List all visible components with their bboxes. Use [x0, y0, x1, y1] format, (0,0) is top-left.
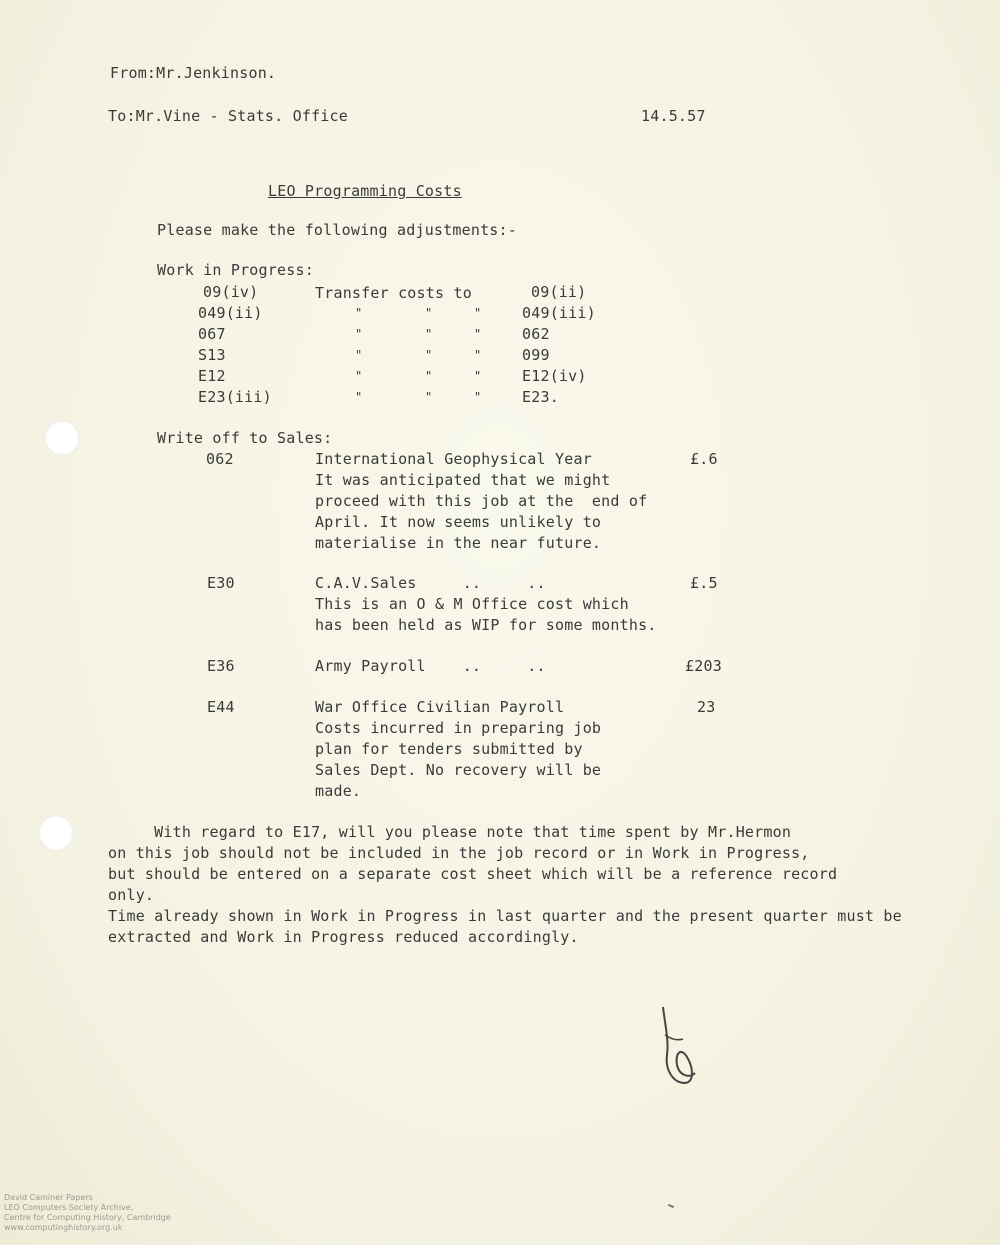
- ditto-mark: ": [474, 369, 482, 383]
- from-line: From:Mr.Jenkinson.: [110, 64, 277, 82]
- entry-title: International Geophysical Year: [315, 450, 592, 468]
- ditto-mark: ": [355, 327, 363, 341]
- wip-to-code: 049(iii): [522, 304, 596, 322]
- ditto-mark: ": [425, 327, 433, 341]
- ditto-mark: ": [355, 369, 363, 383]
- entry-note-line: proceed with this job at the end of: [315, 492, 648, 510]
- entry-note-line: April. It now seems unlikely to: [315, 513, 602, 531]
- footer-line: www.computinghistory.org.uk: [4, 1223, 123, 1232]
- wip-to-code: E23.: [522, 388, 559, 406]
- closing-line: on this job should not be included in the job record or in Work in Progress,: [108, 844, 810, 862]
- footer-line: David Caminer Papers: [4, 1193, 93, 1202]
- closing-line: extracted and Work in Progress reduced accordingly.: [108, 928, 579, 946]
- entry-code: E30: [207, 574, 235, 592]
- ditto-mark: ": [474, 306, 482, 320]
- ditto-mark: ": [425, 369, 433, 383]
- write-off-heading: Write off to Sales:: [157, 429, 333, 447]
- entry-note-line: made.: [315, 782, 362, 800]
- closing-line: Time already shown in Work in Progress in last quarter and the present quarter must be: [108, 907, 902, 925]
- entry-amount: £203: [685, 657, 722, 675]
- footer-line: LEO Computers Society Archive,: [4, 1203, 134, 1212]
- wip-from-code: E23(iii): [198, 388, 272, 406]
- entry-title: War Office Civilian Payroll: [315, 698, 565, 716]
- wip-to-code: 062: [522, 325, 550, 343]
- entry-title: C.A.V.Sales .. ..: [315, 574, 546, 592]
- ditto-mark: ": [474, 327, 482, 341]
- ditto-mark: ": [425, 306, 433, 320]
- entry-amount: 23: [697, 698, 716, 716]
- ditto-mark: ": [355, 390, 363, 404]
- archive-footer: [4, 1193, 171, 1233]
- entry-amount: £.6: [690, 450, 718, 468]
- ditto-mark: ": [474, 348, 482, 362]
- wip-to-code: E12(iv): [522, 367, 587, 385]
- punch-hole-top: [44, 420, 80, 456]
- wip-from-code: 049(ii): [198, 304, 263, 322]
- entry-note-line: This is an O & M Office cost which: [315, 595, 629, 613]
- to-line: To:Mr.Vine - Stats. Office: [108, 107, 348, 125]
- wip-transfer-label: Transfer costs to: [315, 284, 472, 302]
- entry-title: Army Payroll .. ..: [315, 657, 546, 675]
- closing-line: but should be entered on a separate cost sheet which will be a reference record: [108, 865, 838, 883]
- signature: [645, 995, 715, 1095]
- wip-from-code: E12: [198, 367, 226, 385]
- wip-to-code: 09(ii): [531, 283, 587, 301]
- entry-note-line: It was anticipated that we might: [315, 471, 611, 489]
- entry-note-line: Sales Dept. No recovery will be: [315, 761, 602, 779]
- entry-code: 062: [206, 450, 234, 468]
- wip-from-code: 09(iv): [203, 283, 259, 301]
- entry-note-line: plan for tenders submitted by: [315, 740, 583, 758]
- footer-line: Centre for Computing History, Cambridge: [4, 1213, 171, 1222]
- ditto-mark: ": [425, 390, 433, 404]
- wip-from-code: 067: [198, 325, 226, 343]
- entry-code: E44: [207, 698, 235, 716]
- entry-amount: £.5: [690, 574, 718, 592]
- intro-line: Please make the following adjustments:-: [157, 221, 517, 239]
- ditto-mark: ": [355, 306, 363, 320]
- date: 14.5.57: [641, 107, 706, 125]
- entry-note-line: has been held as WIP for some months.: [315, 616, 657, 634]
- stray-mark: [668, 1204, 674, 1208]
- entry-note-line: Costs incurred in preparing job: [315, 719, 602, 737]
- wip-heading: Work in Progress:: [157, 261, 314, 279]
- wip-from-code: S13: [198, 346, 226, 364]
- ditto-mark: ": [474, 390, 482, 404]
- ditto-mark: ": [355, 348, 363, 362]
- punch-hole-bottom: [38, 815, 74, 851]
- entry-code: E36: [207, 657, 235, 675]
- memo-title: LEO Programming Costs: [268, 182, 462, 200]
- ditto-mark: ": [425, 348, 433, 362]
- entry-note-line: materialise in the near future.: [315, 534, 602, 552]
- closing-line: With regard to E17, will you please note that time spent by Mr.Hermon: [108, 823, 792, 841]
- closing-line: only.: [108, 886, 155, 904]
- wip-to-code: 099: [522, 346, 550, 364]
